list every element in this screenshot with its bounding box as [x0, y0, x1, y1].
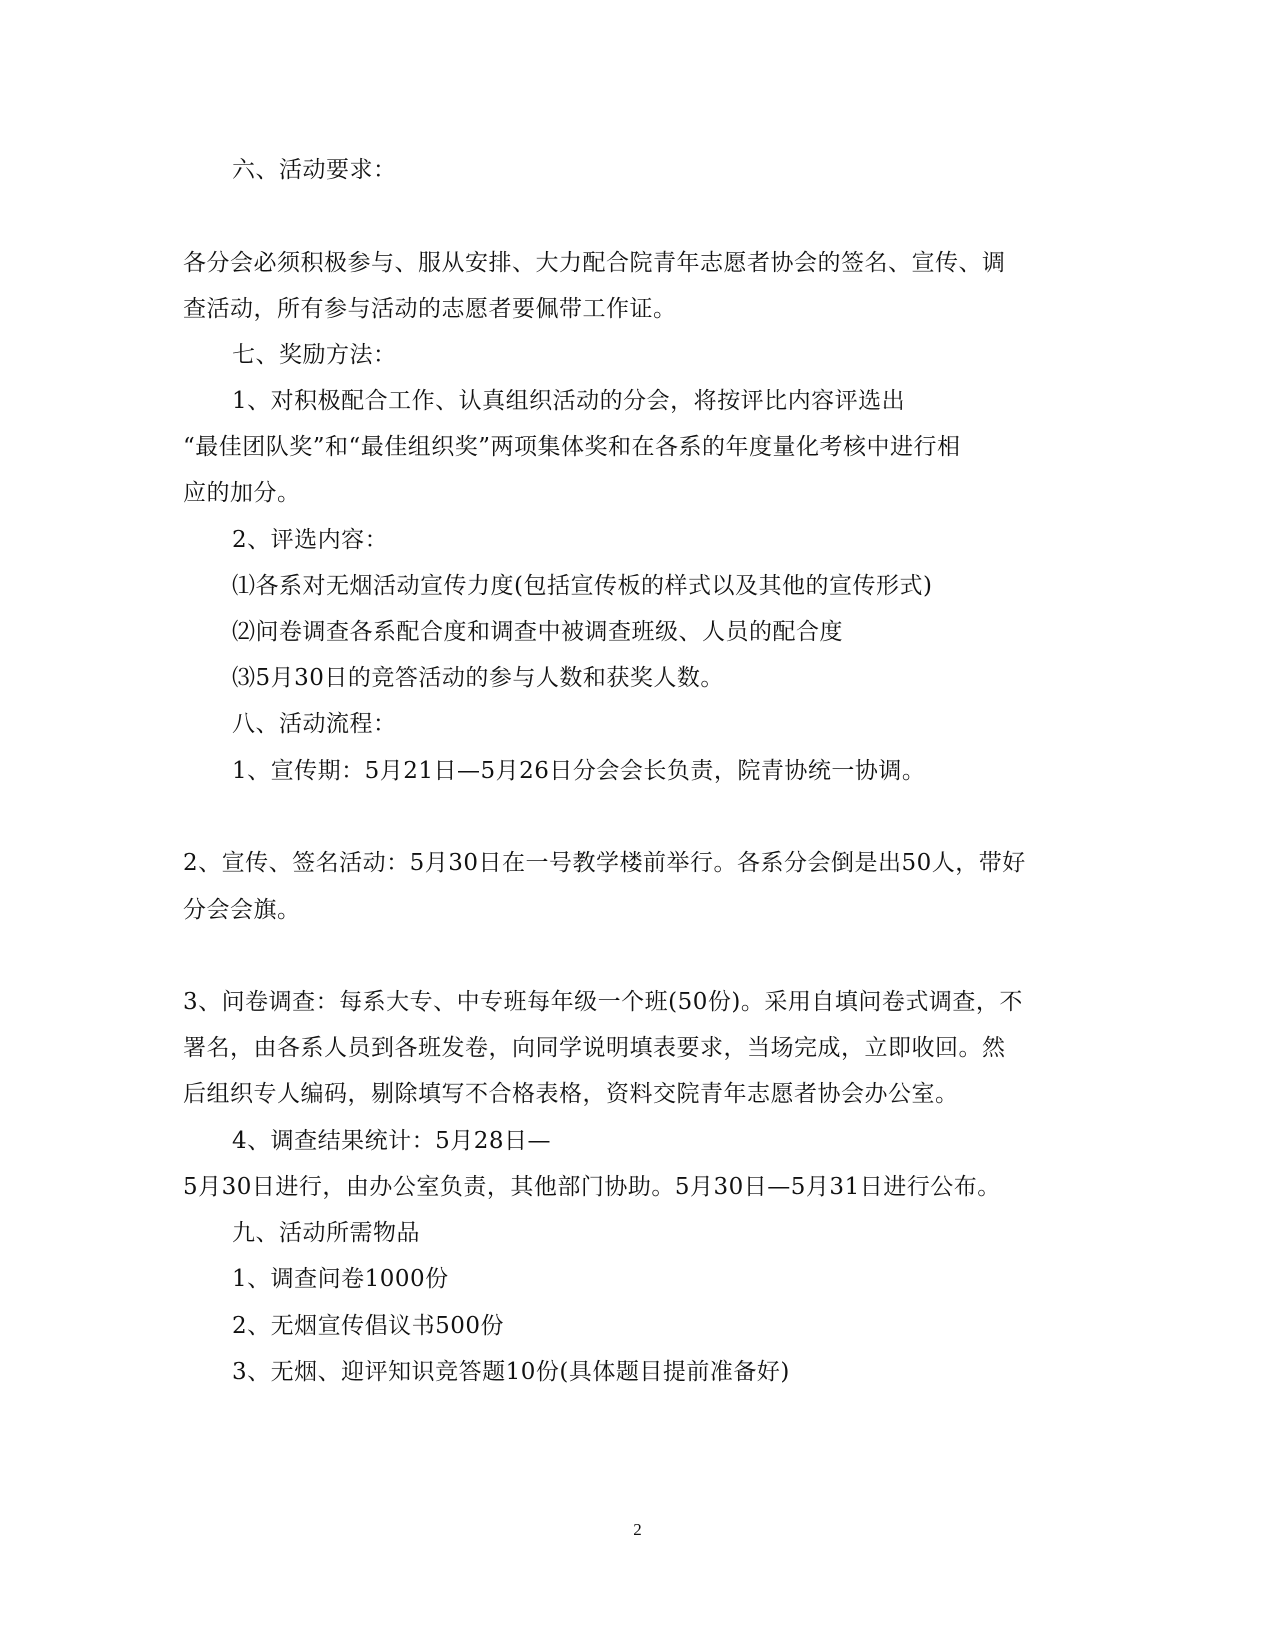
paragraph-line: 5月30日进行，由办公室负责，其他部门协助。5月30日—5月31日进行公布。 — [183, 1174, 1001, 1200]
paragraph-line: 1、对积极配合工作、认真组织活动的分会，将按评比内容评选出 — [232, 388, 906, 414]
paragraph-line: 2、宣传、签名活动：5月30日在一号教学楼前举行。各系分会倒是出50人，带好 — [183, 850, 1026, 876]
list-item: 3、无烟、迎评知识竞答题10份(具体题目提前准备好) — [232, 1359, 790, 1385]
section-heading-process: 八、活动流程： — [232, 711, 397, 737]
paragraph-line: “最佳团队奖”和“最佳组织奖”两项集体奖和在各系的年度量化考核中进行相 — [183, 434, 961, 460]
list-item: ⑴各系对无烟活动宣传力度(包括宣传板的样式以及其他的宣传形式) — [232, 573, 933, 599]
paragraph-line: 署名，由各系人员到各班发卷，向同学说明填表要求，当场完成，立即收回。然 — [183, 1035, 1006, 1061]
list-item: 2、无烟宣传倡议书500份 — [232, 1313, 505, 1339]
list-item: ⑶5月30日的竞答活动的参与人数和获奖人数。 — [232, 665, 724, 691]
list-item: 4、调查结果统计：5月28日— — [232, 1128, 552, 1154]
page-number: 2 — [633, 1520, 642, 1539]
section-heading-rewards: 七、奖励方法： — [232, 342, 397, 368]
list-item: ⑵问卷调查各系配合度和调查中被调查班级、人员的配合度 — [232, 619, 843, 645]
list-item: 1、宣传期：5月21日—5月26日分会会长负责，院青协统一协调。 — [232, 758, 926, 784]
paragraph-line: 查活动，所有参与活动的志愿者要佩带工作证。 — [183, 296, 677, 322]
paragraph-line: 应的加分。 — [183, 480, 301, 506]
paragraph-line: 各分会必须积极参与、服从安排、大力配合院青年志愿者协会的签名、宣传、调 — [183, 250, 1006, 276]
list-item: 1、调查问卷1000份 — [232, 1266, 449, 1292]
section-heading-supplies: 九、活动所需物品 — [232, 1220, 420, 1246]
paragraph-line: 分会会旗。 — [183, 897, 301, 923]
paragraph-line: 后组织专人编码，剔除填写不合格表格，资料交院青年志愿者协会办公室。 — [183, 1081, 959, 1107]
list-heading-criteria: 2、评选内容： — [232, 527, 389, 553]
paragraph-line: 3、问卷调查：每系大专、中专班每年级一个班(50份)。采用自填问卷式调查，不 — [183, 989, 1023, 1015]
section-heading-requirements: 六、活动要求： — [232, 157, 397, 183]
